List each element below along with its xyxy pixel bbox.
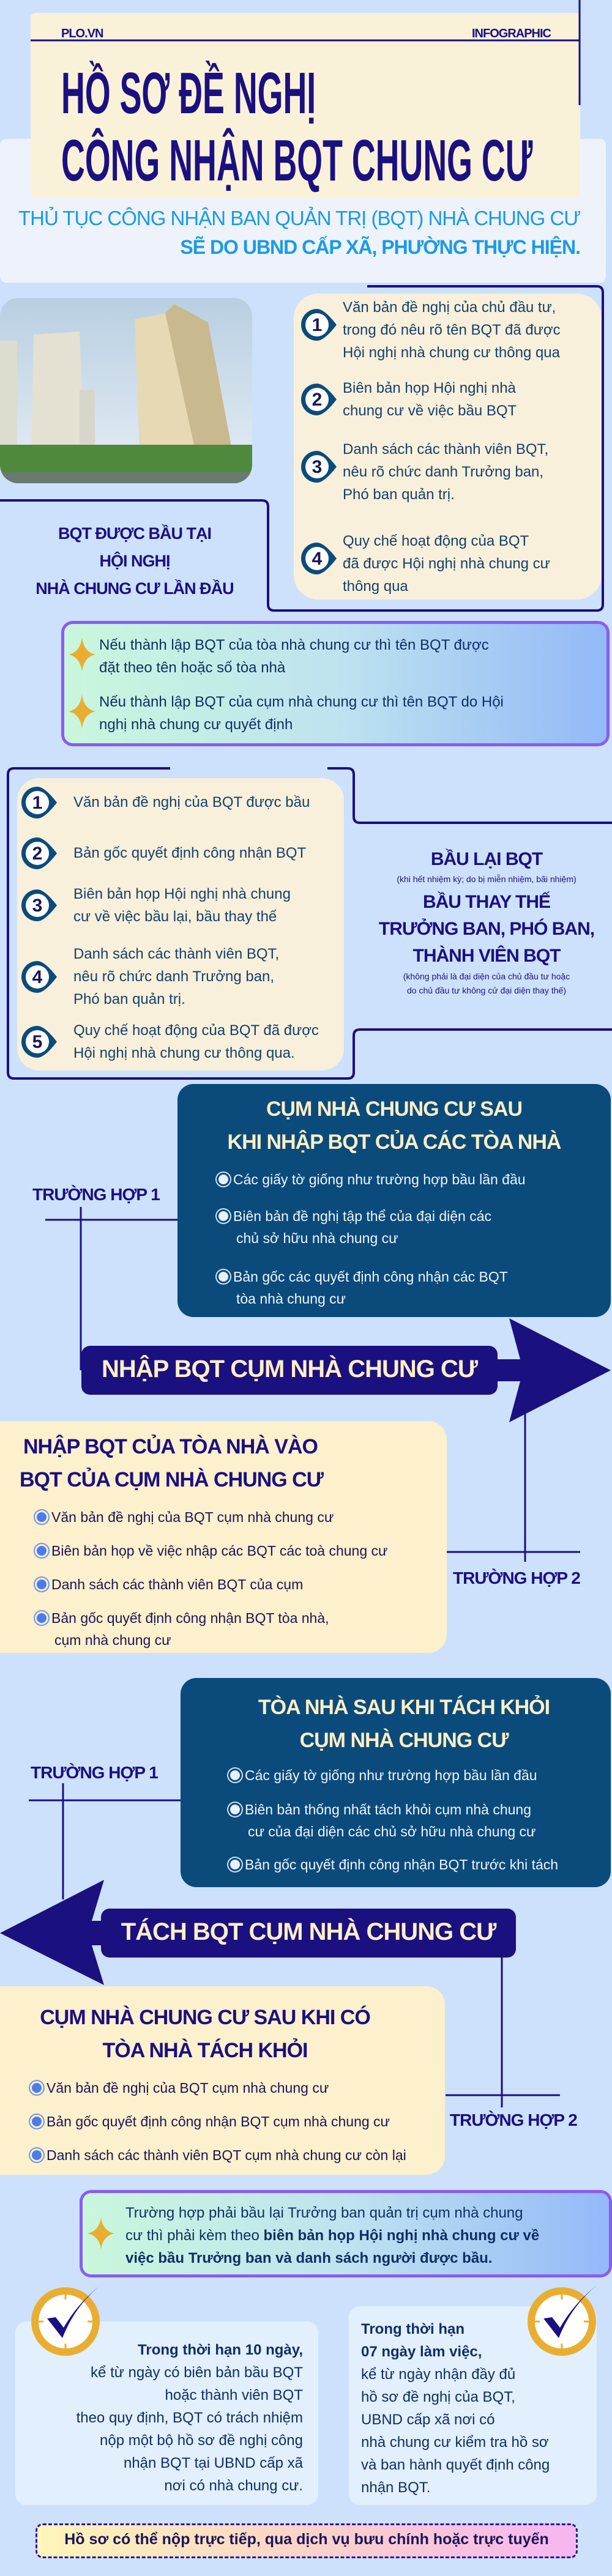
bullet-text: Danh sách các thành viên BQT cụm nhà chung cư còn lại [47, 2147, 406, 2163]
replace-note-line: do chủ đầu tư không cử đại diện thay thế) [406, 985, 567, 995]
bullet-item [37, 1607, 329, 1651]
text-line: Hội nghị nhà chung cư thông qua [343, 344, 560, 361]
deadline-line: nơi có nhà chung cư. [164, 2478, 303, 2494]
text-line: Văn bản đề nghị của chủ đầu tư, [343, 299, 556, 316]
split-banner-text: TÁCH BQT CỤM NHÀ CHUNG CƯ [121, 1918, 496, 1945]
naming-note-item [99, 634, 489, 679]
text-line: Biên bản họp Hội nghị nhà chung [73, 886, 291, 902]
number-badge-icon [300, 308, 338, 342]
title-line: TÒA NHÀ TÁCH KHỎI [102, 2039, 308, 2062]
bullet-text: Biên bản đề nghị tập thể của đại diện các [233, 1208, 491, 1224]
text-line: Nếu thành lập BQT của tòa nhà chung cư thì tên BQT được [99, 637, 489, 653]
title-line: CỤM NHÀ CHUNG CƯ [299, 1729, 509, 1752]
star-icon [69, 694, 95, 732]
bullet-icon [37, 1512, 47, 1522]
star-icon [88, 2218, 114, 2249]
note-plain: cư thì phải kèm theo [125, 2227, 264, 2244]
bullet-item [32, 2144, 406, 2166]
text-line [32, 2144, 406, 2166]
infographic-tag: INFOGRAPHIC [472, 27, 551, 40]
deadline-left-text [76, 2339, 303, 2497]
text-line [218, 1168, 526, 1190]
badge-number: 2 [32, 843, 43, 864]
bullet-text: Văn bản đề nghị của BQT cụm nhà chung cư [47, 2080, 329, 2096]
bullet-icon [230, 1770, 240, 1780]
clock-check-icon [29, 2282, 105, 2361]
text-line: Biên bản họp Hội nghị nhà [343, 380, 516, 396]
text-line: Danh sách các thành viên BQT, [73, 946, 280, 962]
deadline-right-text [361, 2318, 550, 2499]
number-badge-icon [20, 888, 58, 922]
badge-number: 4 [312, 549, 323, 569]
text-line: Hội nghị nhà chung cư thông qua. [73, 1045, 295, 1061]
text-line: Quy chế hoạt động của BQT đã được [73, 1022, 319, 1039]
replace-title-line: BẦU THAY THẾ [422, 892, 551, 912]
bullet-icon [218, 1272, 228, 1282]
text-line [32, 2110, 390, 2132]
bullet-icon [218, 1211, 228, 1221]
bullet-icon [37, 1579, 47, 1589]
deadline-line: hoặc thành viên BQT [165, 2387, 303, 2403]
text-line: đặt theo tên hoặc số tòa nhà [99, 659, 286, 676]
bullet-text: Các giấy tờ giống như trường hợp bầu lần đầu [233, 1171, 526, 1187]
badge-number: 1 [32, 792, 43, 813]
text-line [37, 1506, 334, 1528]
bullet-item [32, 2110, 390, 2132]
submission-methods-text: Hồ sơ có thể nộp trực tiếp, qua dịch vụ bưu chính hoặc trực tuyến [64, 2531, 549, 2548]
text-line: Quy chế hoạt động của BQT [343, 533, 529, 549]
chair-note-text [125, 2202, 539, 2270]
deadline-line: nhận BQT tại UBND cấp xã [123, 2455, 303, 2471]
label-line: HỘI NGHỊ [99, 552, 170, 570]
bullet-text: tòa nhà chung cư [236, 1291, 346, 1307]
bullet-text: Bản gốc quyết định công nhận BQT tòa nhà, [51, 1610, 329, 1626]
reelect-note: (khi hết nhiệm kỳ; do bị miễn nhiệm, bãi nhiệm) [397, 874, 577, 884]
bullet-item [37, 1540, 387, 1562]
deadline-line: hồ sơ đề nghị của BQT, [361, 2389, 515, 2405]
number-badge-icon [20, 836, 58, 870]
replace-note-line: (không phải là đại diện của chủ đầu tư hoặc [403, 971, 570, 981]
label-line: NHÀ CHUNG CƯ LẦN ĐẦU [35, 579, 234, 598]
title-line: KHI NHẬP BQT CỦA CÁC TÒA NHÀ [227, 1130, 561, 1154]
text-line: Phó ban quản trị. [343, 486, 455, 503]
number-badge-icon [20, 960, 58, 994]
clock-check-icon [525, 2282, 602, 2361]
number-badge-icon [300, 450, 338, 484]
text-line: chung cư về việc bầu BQT [343, 403, 517, 419]
bullet-text: Danh sách các thành viên BQT của cụm [51, 1576, 304, 1592]
brand-label: PLO.VN [61, 27, 103, 40]
deadline-line: theo quy định, BQT có trách nhiệm [76, 2410, 303, 2426]
badge-number: 1 [312, 315, 323, 335]
text-line: nêu rõ chức danh Trưởng ban, [73, 968, 275, 985]
bullet-text: Văn bản đề nghị của BQT cụm nhà chung cư [51, 1509, 334, 1525]
doc-item [343, 438, 548, 506]
text-line [230, 1764, 537, 1786]
badge-number: 3 [312, 457, 323, 477]
bullet-item [230, 1854, 558, 1876]
merge-case2-label: TRƯỜNG HỢP 2 [453, 1568, 580, 1587]
split-case1-label: TRƯỜNG HỢP 1 [31, 1763, 158, 1782]
doc-item [73, 842, 306, 864]
reelect-title: BẦU LẠI BQT [430, 849, 543, 869]
text-line: nghị nhà chung cư quyết định [99, 716, 293, 733]
text-line: Văn bản đề nghị của BQT được bầu [73, 794, 310, 811]
text-line [37, 1540, 387, 1562]
bullet-icon [37, 1613, 47, 1623]
title-line: TÒA NHÀ SAU KHI TÁCH KHỎI [258, 1696, 550, 1719]
text-line [37, 1573, 303, 1595]
text-line [37, 1629, 329, 1651]
merge-case1-title [177, 1093, 611, 1159]
bullet-item [218, 1205, 491, 1249]
star-icon [69, 637, 95, 675]
bullet-item [37, 1506, 334, 1528]
bullet-item [218, 1168, 526, 1190]
title-line: NHẬP BQT CỦA TÒA NHÀ VÀO [23, 1435, 318, 1458]
page-title [61, 60, 612, 195]
bullet-text: chủ sở hữu nhà chung cư [236, 1230, 398, 1246]
bullet-icon [230, 1860, 240, 1869]
text-line [218, 1205, 491, 1227]
note-line [125, 2224, 539, 2247]
text-line [230, 1821, 536, 1843]
bullet-text: Bản gốc quyết định công nhận BQT cụm nhà chung cư [47, 2114, 390, 2129]
badge-number: 4 [32, 967, 43, 987]
apartment-photo [0, 298, 252, 483]
badge-number: 2 [312, 390, 323, 410]
text-line: đã được Hội nghị nhà chung cư [343, 555, 550, 572]
title-line-1: HỒ SƠ ĐỀ NGHỊ [61, 61, 316, 126]
bullet-text: cư của đại diện các chủ sở hữu nhà chung cư [248, 1824, 536, 1839]
bullet-icon [32, 2083, 42, 2093]
text-line: thông qua [343, 578, 408, 595]
text-line [218, 1227, 491, 1249]
merge-arrow-icon [498, 1318, 611, 1422]
text-line [230, 1798, 536, 1821]
bullet-text: Bản gốc quyết định công nhận BQT trước khi tách [245, 1857, 559, 1873]
subtitle-line-2: SẼ DO UBND CẤP XÃ, PHƯỜNG THỰC HIỆN. [180, 236, 580, 258]
replace-title-line: TRƯỞNG BAN, PHÓ BAN, [378, 919, 595, 939]
text-line [37, 1607, 329, 1629]
bullet-icon [32, 2117, 42, 2126]
bullet-icon [37, 1546, 47, 1556]
number-badge-icon [20, 785, 58, 820]
text-line: Bản gốc quyết định công nhận BQT [73, 845, 307, 861]
doc-item [73, 943, 279, 1011]
label-line: BQT ĐƯỢC BẦU TẠI [58, 524, 211, 543]
doc-item [73, 1019, 319, 1064]
deadline-line: kể từ ngày nhận đầy đủ [361, 2366, 516, 2383]
text-line: cư về việc bầu lại, bầu thay thế [73, 908, 277, 925]
doc-item [343, 377, 517, 422]
deadline-line: UBND cấp xã nơi có [361, 2411, 495, 2428]
bullet-icon [230, 1805, 240, 1814]
deadline-line: kể từ ngày có biên bản bầu BQT [91, 2364, 303, 2381]
deadline-bold: Trong thời hạn [361, 2321, 465, 2337]
text-line: trong đó nêu rõ tên BQT đã được [343, 322, 561, 338]
note-line: Trường hợp phải bầu lại Trưởng ban quản trị cụm nhà chung [125, 2205, 523, 2221]
note-bold: việc bầu Trưởng ban và danh sách người được bầu. [125, 2250, 493, 2266]
bullet-item [37, 1573, 303, 1595]
number-badge-icon [20, 1025, 58, 1059]
title-line: CỤM NHÀ CHUNG CƯ SAU KHI CÓ [40, 2006, 370, 2029]
title-line: CỤM NHÀ CHUNG CƯ SAU [266, 1097, 523, 1121]
doc-item [343, 530, 550, 598]
number-badge-icon [300, 382, 338, 417]
split-case1-title [202, 1691, 606, 1757]
deadline-bold: Trong thời hạn 10 ngày, [138, 2342, 303, 2358]
bullet-item [230, 1798, 536, 1843]
bullet-item [230, 1764, 537, 1786]
doc-item [343, 296, 561, 364]
bullet-item [32, 2077, 329, 2099]
deadline-line: nhận BQT. [361, 2479, 431, 2496]
subtitle-line-1: THỦ TỤC CÔNG NHẬN BAN QUẢN TRỊ (BQT) NHÀ CHUNG CƯ [18, 207, 581, 229]
bullet-icon [218, 1175, 228, 1184]
text-line [218, 1266, 508, 1288]
reelection-frame-right [327, 768, 612, 823]
merge-case1-label: TRƯỜNG HỢP 1 [32, 1185, 160, 1204]
bullet-text: Biên bản thống nhất tách khỏi cụm nhà chung [245, 1802, 532, 1817]
text-line [218, 1288, 508, 1310]
title-line: BQT CỦA CỤM NHÀ CHUNG CƯ [20, 1468, 323, 1491]
note-bold: biên bản họp Hội nghị nhà chung cư về [263, 2227, 540, 2244]
text-line [230, 1854, 558, 1876]
text-line: nêu rõ chức danh Trưởng ban, [343, 464, 544, 480]
split-arrow-icon [0, 1880, 104, 1985]
text-line: Phó ban quản trị. [73, 991, 185, 1008]
text-line: Nếu thành lập BQT của cụm nhà chung cư thì tên BQT do Hội [99, 694, 504, 710]
bullet-item [218, 1266, 508, 1310]
split-case2-label: TRƯỜNG HỢP 2 [450, 2110, 577, 2129]
naming-note-item [99, 691, 504, 736]
doc-item [73, 883, 291, 928]
bullet-text: cụm nhà chung cư [54, 1632, 171, 1648]
deadline-line: nhà chung cư kiểm tra hồ sơ [361, 2434, 549, 2451]
title-line-2: CÔNG NHẬN BQT CHUNG CƯ [61, 128, 533, 193]
merge-banner-text: NHẬP BQT CỤM NHÀ CHUNG CƯ [101, 1356, 478, 1383]
reelection-titles [361, 847, 612, 998]
merge-case2-title [20, 1430, 323, 1496]
deadline-bold: 07 ngày làm việc, [361, 2344, 482, 2360]
split-case2-title [15, 2001, 395, 2067]
bullet-text: Biên bản họp về việc nhập các BQT các toà chung cư [51, 1543, 388, 1559]
bullet-text: Các giấy tờ giống như trường hợp bầu lần đầu [245, 1767, 537, 1783]
first-election-label [0, 520, 269, 603]
doc-item [73, 791, 310, 814]
badge-number: 5 [32, 1032, 43, 1052]
bullet-icon [32, 2150, 42, 2160]
replace-title-line: THÀNH VIÊN BQT [412, 946, 561, 966]
number-badge-icon [300, 541, 338, 576]
bullet-text: Bản gốc các quyết định công nhận các BQT [233, 1269, 508, 1285]
deadline-line: nộp một bộ hồ sơ đề nghị công [100, 2432, 303, 2449]
deadline-line: và ban hành quyết định công [361, 2457, 550, 2473]
text-line: Danh sách các thành viên BQT, [343, 441, 549, 458]
badge-number: 3 [32, 896, 43, 916]
text-line [32, 2077, 329, 2099]
